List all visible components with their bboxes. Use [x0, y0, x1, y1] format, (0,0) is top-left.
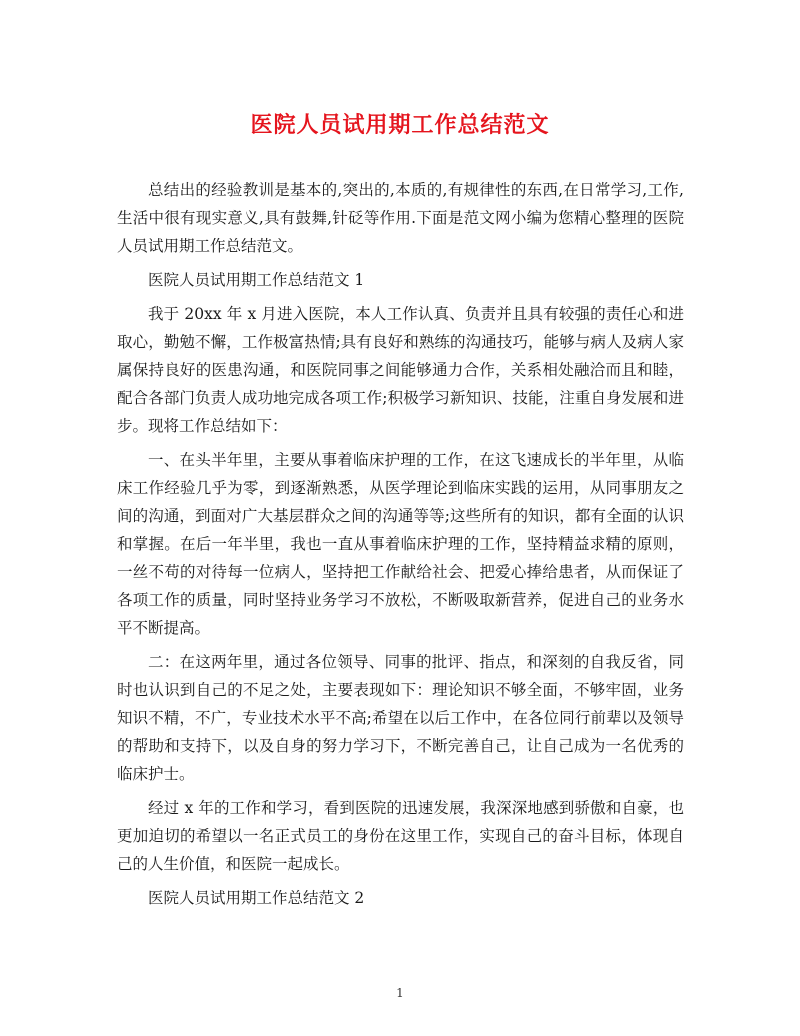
body-paragraph: 一、在头半年里，主要从事着临床护理的工作，在这飞速成长的半年里，从临床工作经验几乎为零，到逐渐熟悉，从医学理论到临床实践的运用，从同事朋友之间的沟通，到面对广大基层群众之间的沟通等等;这些所有的知识，都有全面的认识和掌握。在后一年半里，我也一直从事着临床护理的工作，坚持精益求精的原则，一丝不苟的对待每一位病人，坚持把工作献给社会、把爱心捧给患者，从而保证了各项工作的质量，同时坚持业务学习不放松，不断吸取新营养，促进自己的业务水平不断提高。: [117, 451, 684, 637]
body-paragraph: 二：在这两年里，通过各位领导、同事的批评、指点，和深刻的自我反省，同时也认识到自己的不足之处，主要表现如下：理论知识不够全面，不够牢固，业务知识不精，不广，专业技术水平不高;希望在以后工作中，在各位同行前辈以及领导的帮助和支持下，以及自身的努力学习下，不断完善自己，让自己成为一名优秀的临床护士。: [117, 653, 684, 783]
body-paragraph: 经过 x 年的工作和学习，看到医院的迅速发展，我深深地感到骄傲和自豪，也更加迫切的希望以一名正式员工的身份在这里工作，实现自己的奋斗目标，体现自己的人生价值，和医院一起成长。: [117, 799, 684, 873]
section-heading-1: 医院人员试用期工作总结范文 1: [148, 271, 365, 289]
body-paragraph: 我于 20xx 年 x 月进入医院，本人工作认真、负责并且具有较强的责任心和进取心，勤勉不懈，工作极富热情;具有良好和熟练的沟通技巧，能够与病人及病人家属保持良好的医患沟通，和医院同事之间能够通力合作，关系相处融洽而且和睦，配合各部门负责人成功地完成各项工作;积极学习新知识、技能，注重自身发展和进步。现将工作总结如下：: [117, 305, 684, 435]
document-body: [117, 176, 684, 912]
document-title: 医院人员试用期工作总结范文: [250, 113, 550, 138]
intro-paragraph: 总结出的经验教训是基本的,突出的,本质的,有规律性的东西,在日常学习,工作,生活中很有现实意义,具有鼓舞,针砭等作用.下面是范文网小编为您精心整理的医院人员试用期工作总结范文。: [117, 181, 684, 255]
page-number: 1: [396, 986, 404, 1000]
section-heading-2: 医院人员试用期工作总结范文 2: [148, 889, 365, 907]
